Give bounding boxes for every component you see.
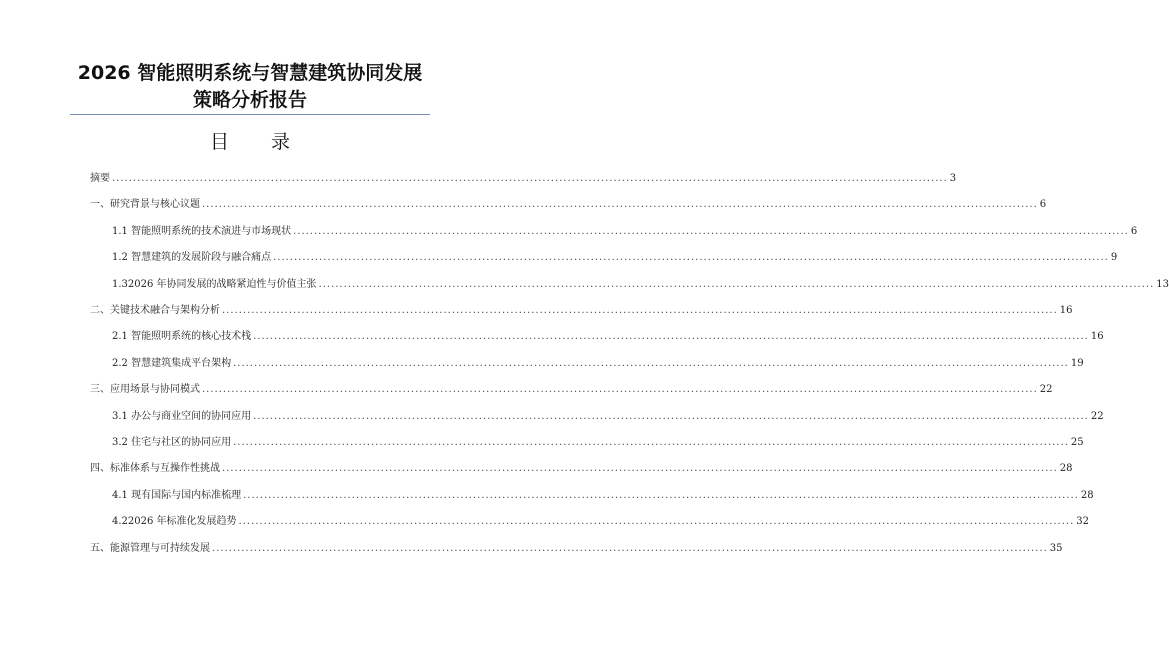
toc-page-number: 19 xyxy=(1070,357,1084,369)
toc-entry-label: 1.1 智能照明系统的技术演进与市场现状 xyxy=(112,225,292,237)
toc-entry[interactable] xyxy=(112,434,1084,450)
toc-entry-label: 1.2 智慧建筑的发展阶段与融合痛点 xyxy=(112,252,272,264)
toc-entry[interactable] xyxy=(90,302,1073,318)
toc-entry[interactable] xyxy=(90,540,1063,556)
toc-page-number: 28 xyxy=(1080,489,1094,501)
toc-entry[interactable] xyxy=(112,249,1118,265)
toc-leader-dots: ........................................................................................................................................................................................................ xyxy=(243,489,1079,501)
toc-entry[interactable] xyxy=(112,408,1104,424)
toc-leader-dots: ........................................................................................................................................................................................................ xyxy=(233,437,1069,448)
toc-leader-dots: ........................................................................................................................................................................................................ xyxy=(112,173,948,184)
toc-entry-label: 五、能源管理与可持续发展 xyxy=(90,542,210,554)
toc-leader-dots: ........................................................................................................................................................................................................ xyxy=(222,463,1058,475)
toc-page-number: 6 xyxy=(1039,199,1047,211)
toc-leader-dots: ........................................................................................................................................................................................................ xyxy=(202,384,1038,396)
toc-entry[interactable] xyxy=(112,276,1169,292)
toc-entry-label: 三、应用场景与协同模式 xyxy=(90,384,200,396)
toc-entry[interactable] xyxy=(90,460,1073,476)
toc-leader-dots: ........................................................................................................................................................................................................ xyxy=(253,331,1089,343)
toc-entry-label: 4.22026 年标准化发展趋势 xyxy=(112,516,237,528)
toc-page-number: 28 xyxy=(1059,463,1073,475)
toc-entry[interactable] xyxy=(90,170,957,186)
toc-leader-dots: ........................................................................................................................................................................................................ xyxy=(318,278,1155,290)
toc-entry[interactable] xyxy=(112,513,1090,529)
toc-page-number: 3 xyxy=(949,173,957,184)
toc-entry[interactable] xyxy=(112,223,1138,239)
toc-entry-label: 3.1 办公与商业空间的协同应用 xyxy=(112,410,252,422)
toc-entry[interactable] xyxy=(112,355,1084,371)
toc-entry-label: 2.1 智能照明系统的核心技术栈 xyxy=(112,331,252,343)
toc-entry-label: 二、关键技术融合与架构分析 xyxy=(90,305,220,316)
toc-page-number: 22 xyxy=(1039,384,1053,396)
toc-leader-dots: ........................................................................................................................................................................................................ xyxy=(233,357,1069,369)
toc-page-number: 16 xyxy=(1090,331,1104,343)
toc-entry[interactable] xyxy=(112,328,1104,344)
toc-page-number: 32 xyxy=(1076,516,1090,528)
toc-entry-label: 4.1 现有国际与国内标准梳理 xyxy=(112,489,242,501)
toc-page-number: 13 xyxy=(1156,278,1169,290)
toc-page-number: 25 xyxy=(1070,437,1084,448)
document-title-line-2: 策略分析报告 xyxy=(192,89,307,111)
toc-leader-dots: ........................................................................................................................................................................................................ xyxy=(253,410,1089,422)
toc-page-number: 22 xyxy=(1090,410,1104,422)
toc-entry[interactable] xyxy=(112,487,1094,503)
document-title-line-1: 2026 智能照明系统与智慧建筑协同发展 xyxy=(77,62,423,84)
toc-entry[interactable] xyxy=(90,196,1047,212)
toc-leader-dots: ........................................................................................................................................................................................................ xyxy=(273,252,1109,264)
toc-page-number: 35 xyxy=(1049,542,1063,554)
toc-page-number: 16 xyxy=(1059,305,1073,316)
toc-entry-label: 2.2 智慧建筑集成平台架构 xyxy=(112,357,232,369)
toc-heading: 目 录 xyxy=(209,131,309,153)
toc-leader-dots: ........................................................................................................................................................................................................ xyxy=(222,305,1058,316)
toc-leader-dots: ........................................................................................................................................................................................................ xyxy=(212,542,1048,554)
toc-entry-label: 3.2 住宅与社区的协同应用 xyxy=(112,437,232,448)
toc-entry[interactable] xyxy=(90,381,1053,397)
toc-leader-dots: ........................................................................................................................................................................................................ xyxy=(238,516,1075,528)
toc-page-number: 6 xyxy=(1130,225,1138,237)
toc-leader-dots: ........................................................................................................................................................................................................ xyxy=(293,225,1129,237)
toc-entry-label: 四、标准体系与互操作性挑战 xyxy=(90,463,220,475)
toc-entry-label: 摘要 xyxy=(90,173,110,184)
toc-entry-label: 1.32026 年协同发展的战略紧迫性与价值主张 xyxy=(112,278,317,290)
toc-page-number: 9 xyxy=(1110,252,1118,264)
toc-entry-label: 一、研究背景与核心议题 xyxy=(90,199,200,211)
toc-leader-dots: ........................................................................................................................................................................................................ xyxy=(202,199,1038,211)
